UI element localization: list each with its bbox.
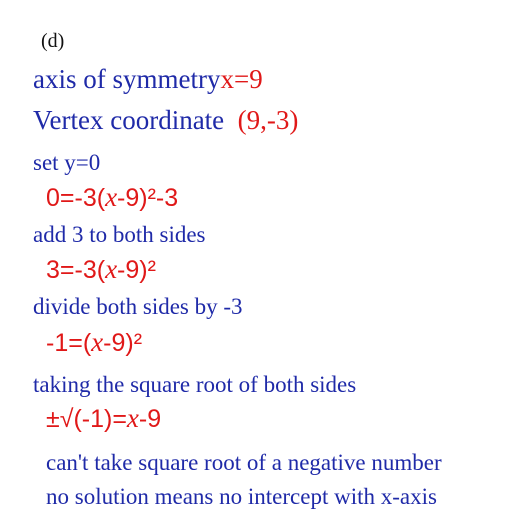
step4-eq-a: ±√(-1)=	[46, 405, 127, 433]
step2-eq-a: 3=-3(	[46, 256, 106, 284]
step4-eq-var: x	[126, 403, 139, 433]
step2-text: add 3 to both sides	[33, 222, 206, 247]
step3-text: divide both sides by -3	[33, 294, 243, 319]
conclusion-line2: no solution means no intercept with x-axis	[46, 484, 437, 509]
conclusion-line1: can't take square root of a negative number	[46, 450, 442, 475]
step1-text: set y=0	[33, 150, 101, 175]
step1-eq-b: -9)²-3	[117, 184, 179, 212]
step3-eq-b: -9)²	[103, 329, 143, 357]
part-label: (d)	[41, 30, 65, 52]
vertex-label: Vertex coordinate	[33, 105, 225, 135]
step3-eq-var: x	[91, 327, 104, 357]
step3-eq-a: -1=(	[46, 329, 92, 357]
step4-equation	[46, 405, 161, 432]
step4-eq-b: -9	[138, 405, 162, 433]
axis-of-symmetry-line	[33, 66, 263, 93]
vertex-line	[33, 107, 298, 134]
axis-of-symmetry-label: axis of symmetry	[33, 64, 221, 94]
step4-text: taking the square root of both sides	[33, 372, 357, 397]
step2-eq-b: -9)²	[117, 256, 156, 284]
step1-eq-a: 0=-3(	[46, 184, 106, 212]
step2-equation	[46, 256, 156, 283]
step1-equation	[46, 184, 178, 211]
vertex-value: (9,-3)	[237, 105, 299, 135]
axis-of-symmetry-value: x=9	[220, 64, 263, 94]
step1-eq-var: x	[105, 182, 118, 212]
step3-equation	[46, 329, 142, 356]
step2-eq-var: x	[105, 254, 118, 284]
